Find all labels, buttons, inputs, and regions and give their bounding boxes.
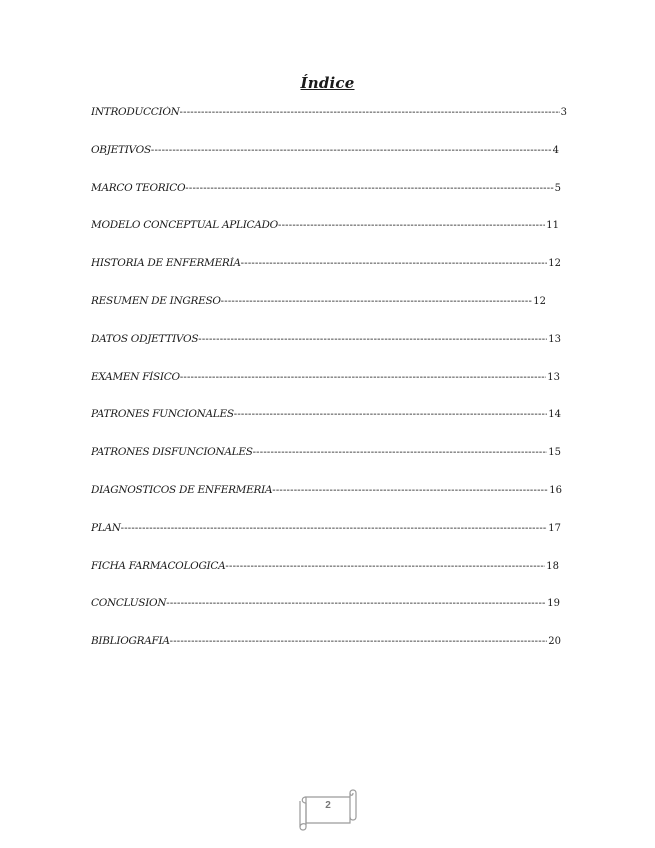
toc-entry-label: OBJETIVOS bbox=[91, 143, 151, 156]
toc-entry bbox=[91, 144, 559, 160]
toc-entry bbox=[91, 446, 561, 462]
toc-leader-dashes bbox=[234, 409, 548, 420]
toc-entry-page-number: 17 bbox=[548, 522, 561, 534]
toc-leader-dashes bbox=[278, 220, 545, 231]
toc-leader-dashes bbox=[185, 183, 553, 194]
toc-entry-page-number: 12 bbox=[548, 258, 561, 270]
toc-entry-page-number: 20 bbox=[548, 636, 561, 648]
toc-leader-dashes bbox=[225, 561, 545, 572]
toc-leader-dashes bbox=[198, 334, 547, 345]
toc-entry bbox=[91, 295, 546, 311]
toc-entry-page-number: 5 bbox=[554, 182, 561, 194]
toc-entry-page-number: 13 bbox=[547, 371, 560, 383]
toc-entry bbox=[91, 408, 561, 424]
toc-entry-label: PLAN bbox=[91, 521, 121, 534]
toc-leader-dashes bbox=[221, 296, 533, 307]
toc-entry-page-number: 4 bbox=[552, 144, 559, 156]
toc-leader-dashes bbox=[180, 107, 560, 118]
toc-entry bbox=[91, 219, 559, 235]
page-number: 2 bbox=[325, 800, 331, 811]
toc-entry-label: DATOS ODJETTIVOS bbox=[91, 332, 199, 345]
toc-entry-page-number: 16 bbox=[549, 485, 562, 496]
toc-entry bbox=[91, 106, 567, 122]
toc-entry-page-number: 14 bbox=[548, 409, 561, 421]
toc-entry bbox=[91, 522, 561, 538]
toc-entry-label: FICHA FARMACOLOGICA bbox=[91, 559, 226, 572]
toc-entry bbox=[91, 371, 560, 387]
toc-entry-label: DIAGNOSTICOS DE ENFERMERIA bbox=[91, 484, 273, 496]
toc-entry-label: EXAMEN FÍSICO bbox=[91, 370, 180, 383]
toc-entry-label: CONCLUSION bbox=[91, 597, 167, 610]
toc-entry-page-number: 18 bbox=[546, 560, 559, 572]
toc-entry bbox=[91, 257, 561, 273]
toc-leader-dashes bbox=[253, 447, 548, 458]
toc-entry-label: PATRONES FUNCIONALES bbox=[91, 408, 234, 421]
toc-entry-label: PATRONES DISFUNCIONALES bbox=[91, 446, 253, 459]
toc-entry-label: BIBLIOGRAFIA bbox=[91, 635, 170, 648]
toc-entry bbox=[91, 333, 561, 349]
toc-entry bbox=[91, 484, 562, 500]
toc-entry bbox=[91, 182, 561, 198]
toc-entry-label: INTRODUCCIÓN bbox=[91, 106, 180, 118]
toc-entry-label: MODELO CONCEPTUAL APLICADO bbox=[91, 219, 278, 232]
toc-leader-dashes bbox=[272, 485, 548, 496]
toc-leader-dashes bbox=[241, 258, 548, 269]
toc-entry-page-number: 12 bbox=[533, 296, 546, 307]
toc-entry-label: MARCO TEORICO bbox=[91, 181, 186, 194]
page-title: Índice bbox=[300, 74, 355, 92]
toc-entry bbox=[91, 597, 560, 613]
toc-leader-dashes bbox=[180, 372, 546, 383]
toc-entry bbox=[91, 560, 559, 576]
toc-entry-page-number: 15 bbox=[548, 447, 561, 459]
toc-leader-dashes bbox=[121, 523, 548, 534]
toc-entry-label: HISTORIA DE ENFERMERÍA bbox=[91, 257, 241, 270]
toc-entry-page-number: 13 bbox=[548, 333, 561, 345]
toc-entry-page-number: 11 bbox=[546, 220, 559, 232]
toc-entry bbox=[91, 635, 561, 651]
toc-leader-dashes bbox=[151, 145, 552, 156]
toc-leader-dashes bbox=[166, 598, 546, 609]
toc-entry-page-number: 19 bbox=[547, 598, 560, 610]
toc-entry-label: RESUMEN DE INGRESO bbox=[91, 295, 221, 307]
toc-leader-dashes bbox=[170, 636, 548, 647]
toc-entry-page-number: 3 bbox=[560, 107, 567, 118]
